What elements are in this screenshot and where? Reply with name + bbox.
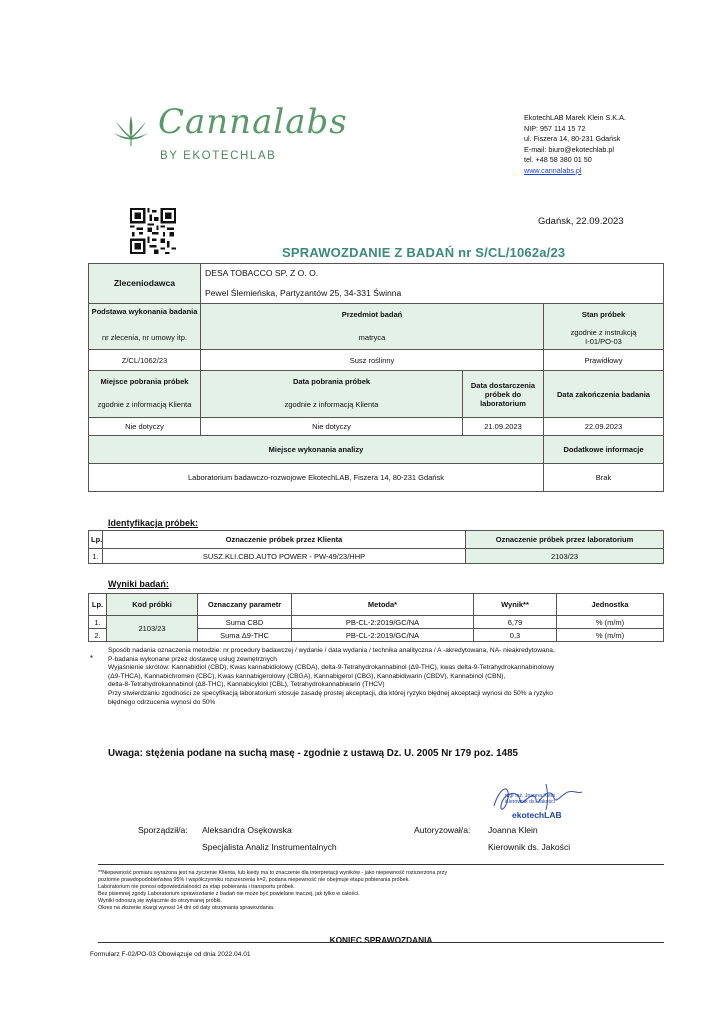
- basis-value: Z/CL/1062/23: [89, 350, 201, 371]
- brand-logo-subtitle: BY EKOTECHLAB: [160, 150, 277, 162]
- end-divider: [98, 942, 664, 943]
- company-info: [524, 113, 626, 177]
- stamp-role: Kierownik ds. Jakości: [505, 799, 555, 805]
- state-label: Stan próbek: [544, 304, 664, 326]
- results-table: [88, 593, 664, 642]
- stamp-brand: ekotechLAB: [512, 810, 562, 820]
- results-heading: Wyniki badań:: [108, 579, 169, 589]
- sampling-date-label: Data pobrania próbek: [201, 371, 463, 393]
- results-col-lp: Lp.: [89, 594, 107, 616]
- results-col-code: Kod próbki: [107, 594, 198, 616]
- method-note-line: (Δ9-THCA), Kannabichromen (CBC), Kwas kannabigerolowy (CBGA), Kannabigerol (CBG), Kannabidiwarin (CBDV), Kannabinol (CBN),: [108, 672, 506, 680]
- company-email: E-mail: biuro@ekotechlab.pl: [524, 144, 614, 154]
- qr-code-icon: [130, 208, 176, 254]
- sampling-date-sublabel: zgodnie z informacją Klienta: [201, 393, 463, 418]
- results-col-method: Metoda*: [292, 594, 474, 616]
- analysis-place-label: Miejsce wykonania analizy: [89, 436, 544, 464]
- form-id: Formularz F-02/PO-03 Obowiązuje od dnia 2022.04.01: [90, 951, 251, 958]
- state-sublabel: [544, 326, 664, 350]
- state-sublabel-line1: zgodnie z instrukcją: [570, 328, 637, 338]
- company-nip: NIP: 957 114 15 72: [524, 123, 586, 133]
- brand-logo-text: Cannalabs: [158, 102, 348, 142]
- prepared-by: [202, 822, 337, 856]
- results-row: [89, 616, 664, 629]
- method-note-line: błędnego odrzucenia wynosi do 50%: [108, 698, 216, 706]
- end-of-report: KONIEC SPRAWOZDANIA: [329, 935, 433, 945]
- subject-value: Susz roślinny: [201, 350, 544, 371]
- uwaga-note: Uwaga: stężenia podane na suchą masę - zgodnie z ustawą Dz. U. 2005 Nr 179 poz. 1485: [108, 748, 518, 759]
- method-notes: [108, 647, 653, 707]
- results-unit: % (m/m): [557, 616, 664, 629]
- footnote-line: Okres na złożenie skargi wynosi 14 dni od daty otrzymania sprawozdania.: [98, 905, 275, 911]
- footnote-line: Bez pisemnej zgody Laboratorium sprawozdanie z badań nie może być powielane inaczej, jak tylko w całości.: [98, 891, 360, 897]
- results-col-param: Oznaczany parametr: [198, 594, 292, 616]
- prepared-name: Aleksandra Osękowska: [202, 825, 292, 835]
- results-lp: 2.: [89, 629, 107, 642]
- client-label: Zleceniodawca: [89, 264, 201, 304]
- identification-table: [88, 530, 664, 564]
- results-value: 6,79: [474, 616, 557, 629]
- client-name: DESA TOBACCO SP. Z O. O.: [201, 264, 664, 284]
- identification-lp: 1.: [89, 549, 103, 564]
- authorized-label: Autoryzował/a:: [414, 825, 471, 835]
- sampling-place-label: Miejsce pobrania próbek: [89, 371, 201, 393]
- identification-row: [89, 549, 664, 564]
- results-method: PB-CL-2:2019/GC/NA: [292, 629, 474, 642]
- end-date-label: Data zakończenia badania: [544, 371, 664, 418]
- subject-label: Przedmiot badań: [201, 304, 544, 326]
- method-note-line: Przy stwierdzaniu zgodności ze specyfikacją laboratorium stosuje zasadę prostej akceptacji, dla której ryzyko błędnej akceptacji wynosi do 50% a ryzyko: [108, 689, 553, 697]
- results-sample-code: 2103/23: [107, 616, 198, 642]
- authorized-by: [488, 822, 570, 856]
- subject-sublabel: matryca: [201, 326, 544, 350]
- method-note-star: *: [90, 654, 94, 663]
- state-value: Prawidłowy: [544, 350, 664, 371]
- client-address: Pewel Ślemieńska, Partyzantów 25, 34-331 Świnna: [201, 284, 664, 304]
- footnote-line: **Niepewność pomiaru wyrażona jest na życzenie Klienta, lub kiedy ma to znaczenie dla interpretacji wyników - jako niepewność rozszerzona przy: [98, 870, 448, 876]
- footnote-line: Laboratorium nie ponosi odpowiedzialności za etap pobierania i transportu próbek.: [98, 884, 295, 890]
- method-note-line: delta-8-Tetrahydrokannabinol (Δ8-THC), Kannabicyklol (CBL), Tetrahydrokannabiwarin (THCV): [108, 681, 385, 689]
- authorized-role: Kierownik ds. Jakości: [488, 842, 571, 852]
- results-param: Suma CBD: [198, 616, 292, 629]
- basis-label: Podstawa wykonania badania: [89, 304, 201, 326]
- state-sublabel-line2: I-01/PO-03: [585, 337, 622, 347]
- company-address: ul. Fiszera 14, 80-231 Gdańsk: [524, 134, 621, 144]
- company-name: EkotechLAB Marek Klein S.K.A.: [524, 113, 626, 122]
- identification-client-code: SUSZ.KLI.CBD.AUTO POWER - PW-49/23/HHP: [103, 549, 466, 564]
- footnote-line: poziomie prawdopodobieństwa 95% i współczynniku rozszerzenia k=2, podana niepewność nie obejmuje etapu pobierania próbek.: [98, 877, 410, 883]
- results-unit: % (m/m): [557, 629, 664, 642]
- identification-lab-code: 2103/23: [466, 549, 664, 564]
- method-note-line: P-badania wykonane przez dostawcę usług zewnętrznych: [108, 655, 277, 663]
- end-date-value: 22.09.2023: [544, 418, 664, 436]
- basis-sublabel: nr zlecenia, nr umowy itp.: [89, 326, 201, 350]
- footnotes: [98, 870, 578, 912]
- delivery-date-label: Data dostarczenia próbek do laboratorium: [463, 371, 544, 418]
- footnote-divider: [98, 864, 664, 865]
- delivery-date-value: 21.09.2023: [463, 418, 544, 436]
- cannabis-leaf-icon: [112, 112, 150, 148]
- results-param: Suma Δ9-THC: [198, 629, 292, 642]
- identification-col-client: Oznaczenie próbek przez Klienta: [103, 531, 466, 549]
- sampling-place-sublabel: zgodnie z informacją Klienta: [89, 393, 201, 418]
- sampling-place-value: Nie dotyczy: [89, 418, 201, 436]
- results-lp: 1.: [89, 616, 107, 629]
- prepared-label: Sporządził/a:: [138, 825, 188, 835]
- stamp-name: mgr inż. Joanna Klein: [505, 793, 555, 799]
- sampling-date-value: Nie dotyczy: [201, 418, 463, 436]
- report-date: Gdańsk, 22.09.2023: [538, 216, 624, 227]
- report-title: SPRAWOZDANIE Z BADAŃ nr S/CL/1062a/23: [282, 245, 566, 260]
- analysis-place-value: Laboratorium badawczo-rozwojowe EkotechLAB, Fiszera 14, 80-231 Gdańsk: [89, 464, 544, 492]
- authorized-name: Joanna Klein: [488, 825, 538, 835]
- method-note-line: Sposób nadania oznaczenia metodzie: nr procedury badawczej / wydanie / data wydania / technika analityczna / A -akredytowana, NA- nieakredytowana,: [108, 647, 555, 654]
- footnote-line: Wyniki odnoszą się wyłącznie do otrzymanej próbki.: [98, 898, 222, 904]
- method-note-line: Wyjaśnienie skrótów: Kannabidiol (CBD), Kwas kannabidiolowy (CBDA), delta-9-Tetrahydrokannabinol (Δ9-THC), kwas delta-9-Tetrahydrokannabinolowy: [108, 664, 555, 672]
- prepared-role: Specjalista Analiz Instrumentalnych: [202, 842, 337, 852]
- identification-heading: Identyfikacja próbek:: [108, 518, 199, 528]
- results-method: PB-CL-2:2019/GC/NA: [292, 616, 474, 629]
- company-website-link[interactable]: www.cannalabs.pl: [524, 165, 582, 175]
- report-info-table: [88, 263, 664, 492]
- results-col-unit: Jednostka: [557, 594, 664, 616]
- extra-info-value: Brak: [544, 464, 664, 492]
- results-col-result: Wynik**: [474, 594, 557, 616]
- authorization-stamp: [500, 793, 560, 805]
- identification-col-lab: Oznaczenie próbek przez laboratorium: [466, 531, 664, 549]
- extra-info-label: Dodatkowe informacje: [544, 436, 664, 464]
- company-phone: tel. +48 58 380 01 50: [524, 155, 592, 165]
- identification-col-lp: Lp.: [89, 531, 103, 549]
- results-value: 0,3: [474, 629, 557, 642]
